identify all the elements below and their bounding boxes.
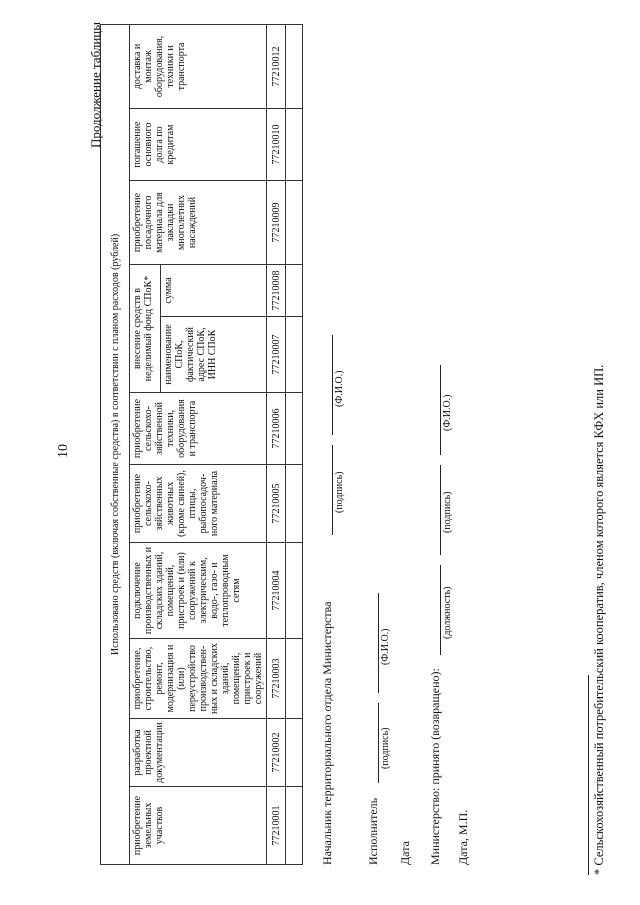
table-cell — [286, 543, 303, 639]
col-header: погашение основного долга по кредитам — [130, 109, 267, 181]
col-header: приобретение посадочного материала для закладки многолетних насаждений — [130, 181, 267, 265]
col-header: приобретение сельскохо-зяйственных животных (кроме свиней), птицы, рыбопосадоч-ного материала — [130, 465, 267, 543]
signature-caption: (подпись) — [442, 491, 453, 533]
table-cell — [286, 787, 303, 865]
table-cell — [286, 109, 303, 181]
col-header: разработка проектной документации — [130, 719, 267, 787]
column-code: 77210006 — [267, 393, 286, 465]
col-header: сумма — [160, 265, 266, 317]
executor-label: Исполнитель — [366, 797, 380, 865]
column-code: 77210012 — [267, 24, 286, 108]
fund-header: внесение средств в неделимый фонд СПоК* — [130, 265, 161, 393]
position-caption: (должность) — [442, 586, 453, 639]
signature-line — [378, 703, 379, 783]
fio-caption: (Ф.И.О.) — [380, 628, 391, 665]
col-header: приобретение сельскохо-зяйственной техники, оборудования и транспорта — [130, 393, 267, 465]
signature-line — [440, 465, 441, 555]
column-code: 77210002 — [267, 719, 286, 787]
fio-caption: (Ф.И.О.) — [442, 394, 453, 431]
column-code: 77210003 — [267, 639, 286, 719]
column-code: 77210005 — [267, 465, 286, 543]
footnote: * Сельскохозяйственный потребительский кооператив, членом которого является КФХ или ИП. — [592, 364, 606, 875]
fio-line — [440, 365, 441, 455]
column-code: 77210009 — [267, 181, 286, 265]
table-cell — [286, 639, 303, 719]
signature-caption: (подпись) — [334, 471, 345, 513]
table-cell — [286, 24, 303, 108]
col-header: приобретение, строительство, ремонт, модернизация и (или) переустройство производствен-ных и складских зданий, помещений, пристроек и сооружений — [130, 639, 267, 719]
col-header: доставка и монтаж оборудования, техники и транспорта — [130, 24, 267, 108]
ministry-label: Министерство: принято (возвращено): — [428, 668, 442, 865]
signature-caption: (подпись) — [380, 727, 391, 769]
col-header: подключение производственных и складских зданий, помещений, пристроек и (или) сооружений к электрическим, водо-, газо- и теплопроводным сетям — [130, 543, 267, 639]
head-signature-label: Начальник территориального отдела Министерства — [320, 601, 334, 865]
table-cell — [286, 317, 303, 393]
column-code: 77210007 — [267, 317, 286, 393]
footnote-separator — [588, 675, 589, 875]
position-line — [440, 565, 441, 655]
group-header: Использовано средств (включая собственные средства) в соответствии с планом расходов (рублей) — [101, 24, 130, 864]
table-cell — [286, 265, 303, 317]
col-header: наименование СПоК, фактический адрес СПоК, ИНН СПоК — [160, 317, 266, 393]
table-cell — [286, 393, 303, 465]
column-code: 77210004 — [267, 543, 286, 639]
fio-caption: (Ф.И.О.) — [334, 370, 345, 407]
table-cell — [286, 181, 303, 265]
column-code: 77210008 — [267, 265, 286, 317]
continuation-label: Продолжение таблицы — [88, 22, 103, 148]
column-code: 77210010 — [267, 109, 286, 181]
table-cell — [286, 719, 303, 787]
fio-line — [378, 593, 379, 693]
col-header: приобретение земельных участков — [130, 787, 267, 865]
signature-line — [332, 445, 333, 535]
table-cell — [286, 465, 303, 543]
page-number: 10 — [56, 444, 71, 458]
column-code: 77210001 — [267, 787, 286, 865]
fio-line — [332, 335, 333, 435]
date-stamp-label: Дата, М.П. — [456, 809, 470, 865]
expenses-table — [100, 24, 303, 865]
date-label: Дата — [398, 841, 412, 865]
